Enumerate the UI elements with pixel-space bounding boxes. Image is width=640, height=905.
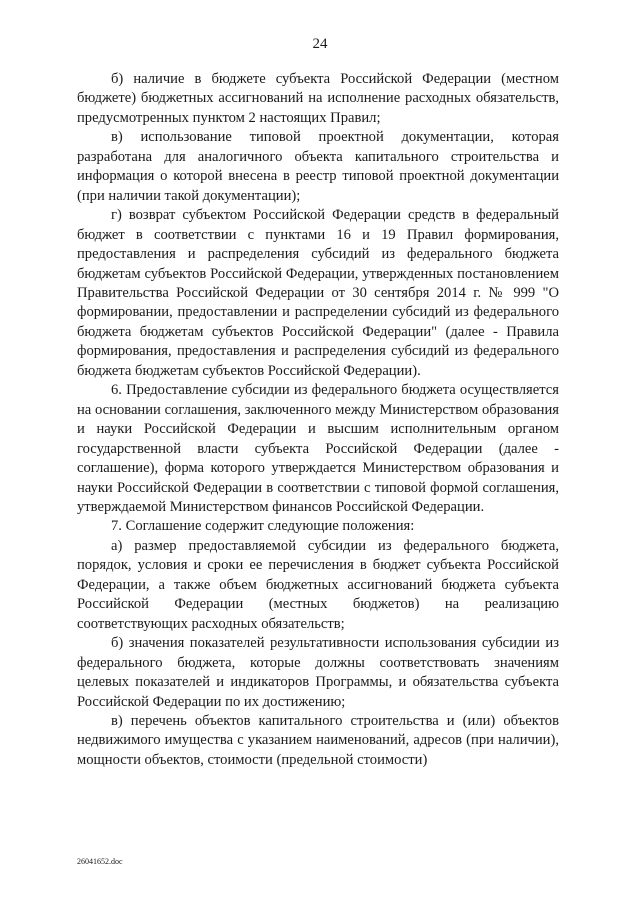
paragraph-b-budget-availability: б) наличие в бюджете субъекта Российской Федерации (местном бюджете) бюджетных ассигнований на исполнение расходных обязательств, предусмотренных пунктом 2 настоящих Правил; bbox=[77, 71, 559, 126]
paragraph-g-funds-return: г) возврат субъектом Российской Федерации средств в федеральный бюджет в соответствии с пунктами 16 и 19 Правил формирования, предоставления и распределения субсидий из федерального бюджета бюджетам субъектов Российской Федерации, утвержденных постановлением Правительства Российской Федерации от 30 сентября 2014 г. № 999 "О формировании, предоставлении и распределении субсидий из федерального бюджета бюджетам субъектов Российской Федерации" (далее - Правила формирования, предоставления и распределения субсидий из федерального бюджета бюджетам субъектов Российской Федерации). bbox=[77, 207, 559, 379]
paragraph-v-construction-objects: в) перечень объектов капитального строительства и (или) объектов недвижимого имущества с указанием наименований, адресов (при наличии), мощности объектов, стоимости (предельной стоимости) bbox=[77, 712, 559, 768]
page-number: 24 bbox=[312, 36, 328, 52]
paragraph-a-subsidy-amount: а) размер предоставляемой субсидии из федерального бюджета, порядок, условия и сроки ее перечисления в бюджет субъекта Российской Федерации, а также объем бюджетных ассигнований бюджета субъекта Российской Федерации (местных бюджетов) на реализацию соответствующих расходных обязательств; bbox=[77, 537, 559, 632]
document-filename: 26041652.doc bbox=[77, 857, 123, 866]
paragraph-7-agreement-contents: 7. Соглашение содержит следующие положения: bbox=[111, 518, 415, 535]
paragraph-6-subsidy-agreement: 6. Предоставление субсидии из федерального бюджета осуществляется на основании соглашения, заключенного между Министерством образования и науки Российской Федерации и высшим исполнительным органом государственной власти субъекта Российской Федерации (далее - соглашение), форма которого утверждается Министерством образования и науки Российской Федерации в соответствии с типовой формой соглашения, утверждаемой Министерством финансов Российской Федерации. bbox=[77, 382, 559, 515]
paragraph-v-typical-documentation: в) использование типовой проектной документации, которая разработана для аналогичного объекта капитального строительства и информация о которой внесена в реестр типовой проектной документации (при наличии такой документации); bbox=[77, 129, 559, 204]
paragraph-b-performance-indicators: б) значения показателей результативности использования субсидии из федерального бюджета, которые должны соответствовать значениям целевых показателей и индикаторов Программы, и обязательства субъекта Российской Федерации по их достижению; bbox=[77, 635, 559, 710]
document-body bbox=[77, 70, 559, 770]
